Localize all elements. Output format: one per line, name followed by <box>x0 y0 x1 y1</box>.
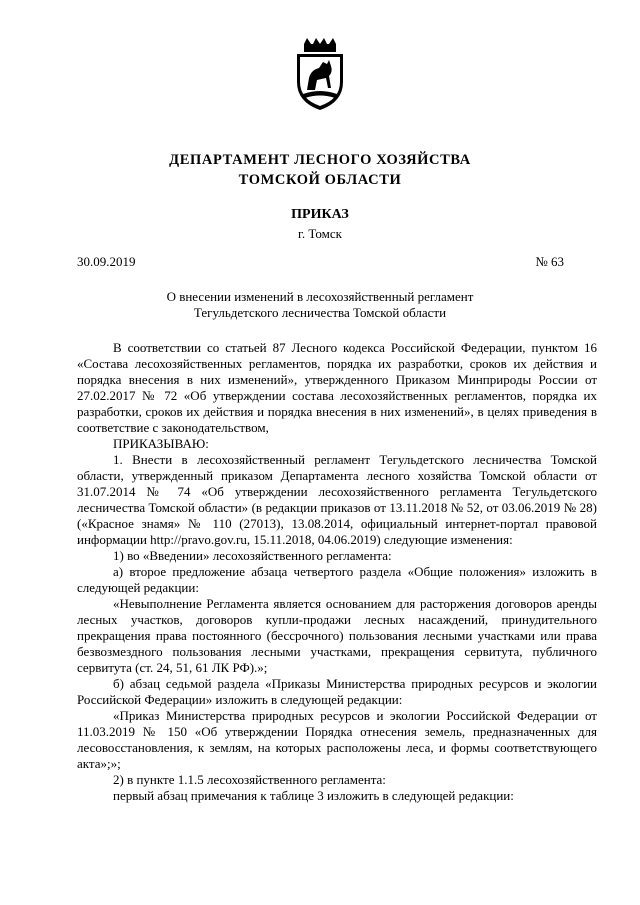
organization-line-2: ТОМСКОЙ ОБЛАСТИ <box>238 172 402 188</box>
organization-line-1: ДЕПАРТАМЕНТ ЛЕСНОГО ХОЗЯЙСТВА <box>169 152 471 168</box>
body-paragraph: первый абзац примечания к таблице 3 изложить в следующей редакции: <box>113 788 514 803</box>
document-date: 30.09.2019 <box>77 254 136 269</box>
body-paragraph: б) абзац седьмой раздела «Приказы Министерства природных ресурсов и экологии Российской Федерации» изложить в следующей редакции: <box>77 676 597 707</box>
subject-line-1: О внесении изменений в лесохозяйственный регламент <box>166 289 474 304</box>
organization-name <box>0 150 640 190</box>
body-paragraph: В соответствии со статьей 87 Лесного кодекса Российской Федерации, пунктом 16 «Состава лесохозяйственных регламентов, порядка их разработки, сроков их действия и порядка внесения в них изменений», утвержденного Приказом Минприроды России от 27.02.2017 № 72 «Об утверждении состава лесохозяйственных регламентов, порядка их разработки, сроков их действия и порядка внесения в них изменений», в целях приведения в соответствие с законодательством, <box>77 340 597 435</box>
document-subject <box>0 289 640 321</box>
body-paragraph: 2) в пункте 1.1.5 лесохозяйственного регламента: <box>113 772 386 787</box>
body-paragraph: «Невыполнение Регламента является основанием для расторжения договоров аренды лесных участков, договоров купли-продажи лесных насаждений, принудительного прекращения права постоянного (бессрочного) пользования лесными участками или права безвозмездного пользования лесными участками, прекращения сервитута, публичного сервитута (ст. 24, 51, 61 ЛК РФ).»; <box>77 596 597 675</box>
order-keyword: ПРИКАЗЫВАЮ: <box>113 436 209 451</box>
document-number: № 63 <box>535 254 564 269</box>
document-city: г. Томск <box>298 226 342 241</box>
document-body <box>77 340 597 804</box>
tomsk-coat-of-arms-icon <box>289 38 351 112</box>
body-paragraph: «Приказ Министерства природных ресурсов и экологии Российской Федерации от 11.03.2019 № 150 «Об утверждении Порядка отнесения земель, предназначенных для лесовосстановления, к землям, на которых расположены леса, и формы соответствующего акта»;»; <box>77 708 597 771</box>
body-paragraph: 1. Внести в лесохозяйственный регламент Тегульдетского лесничества Томской области, утвержденный приказом Департамента лесного хозяйства Томской области от 31.07.2014 № 74 «Об утверждении лесохозяйственного регламента Тегульдетского лесничества Томской области» (в редакции приказов от 13.11.2018 № 52, от 03.06.2019 № 28) («Красное знамя» № 110 (27013), 13.08.2014, официальный интернет-портал правовой информации http://pravo.gov.ru, 15.11.2018, 04.06.2019) следующие изменения: <box>77 452 597 547</box>
subject-line-2: Тегульдетского лесничества Томской области <box>193 305 447 320</box>
body-paragraph: а) второе предложение абзаца четвертого раздела «Общие положения» изложить в следующей редакции: <box>77 564 597 595</box>
document-type: ПРИКАЗ <box>291 207 349 222</box>
body-paragraph: 1) во «Введении» лесохозяйственного регламента: <box>113 548 392 563</box>
